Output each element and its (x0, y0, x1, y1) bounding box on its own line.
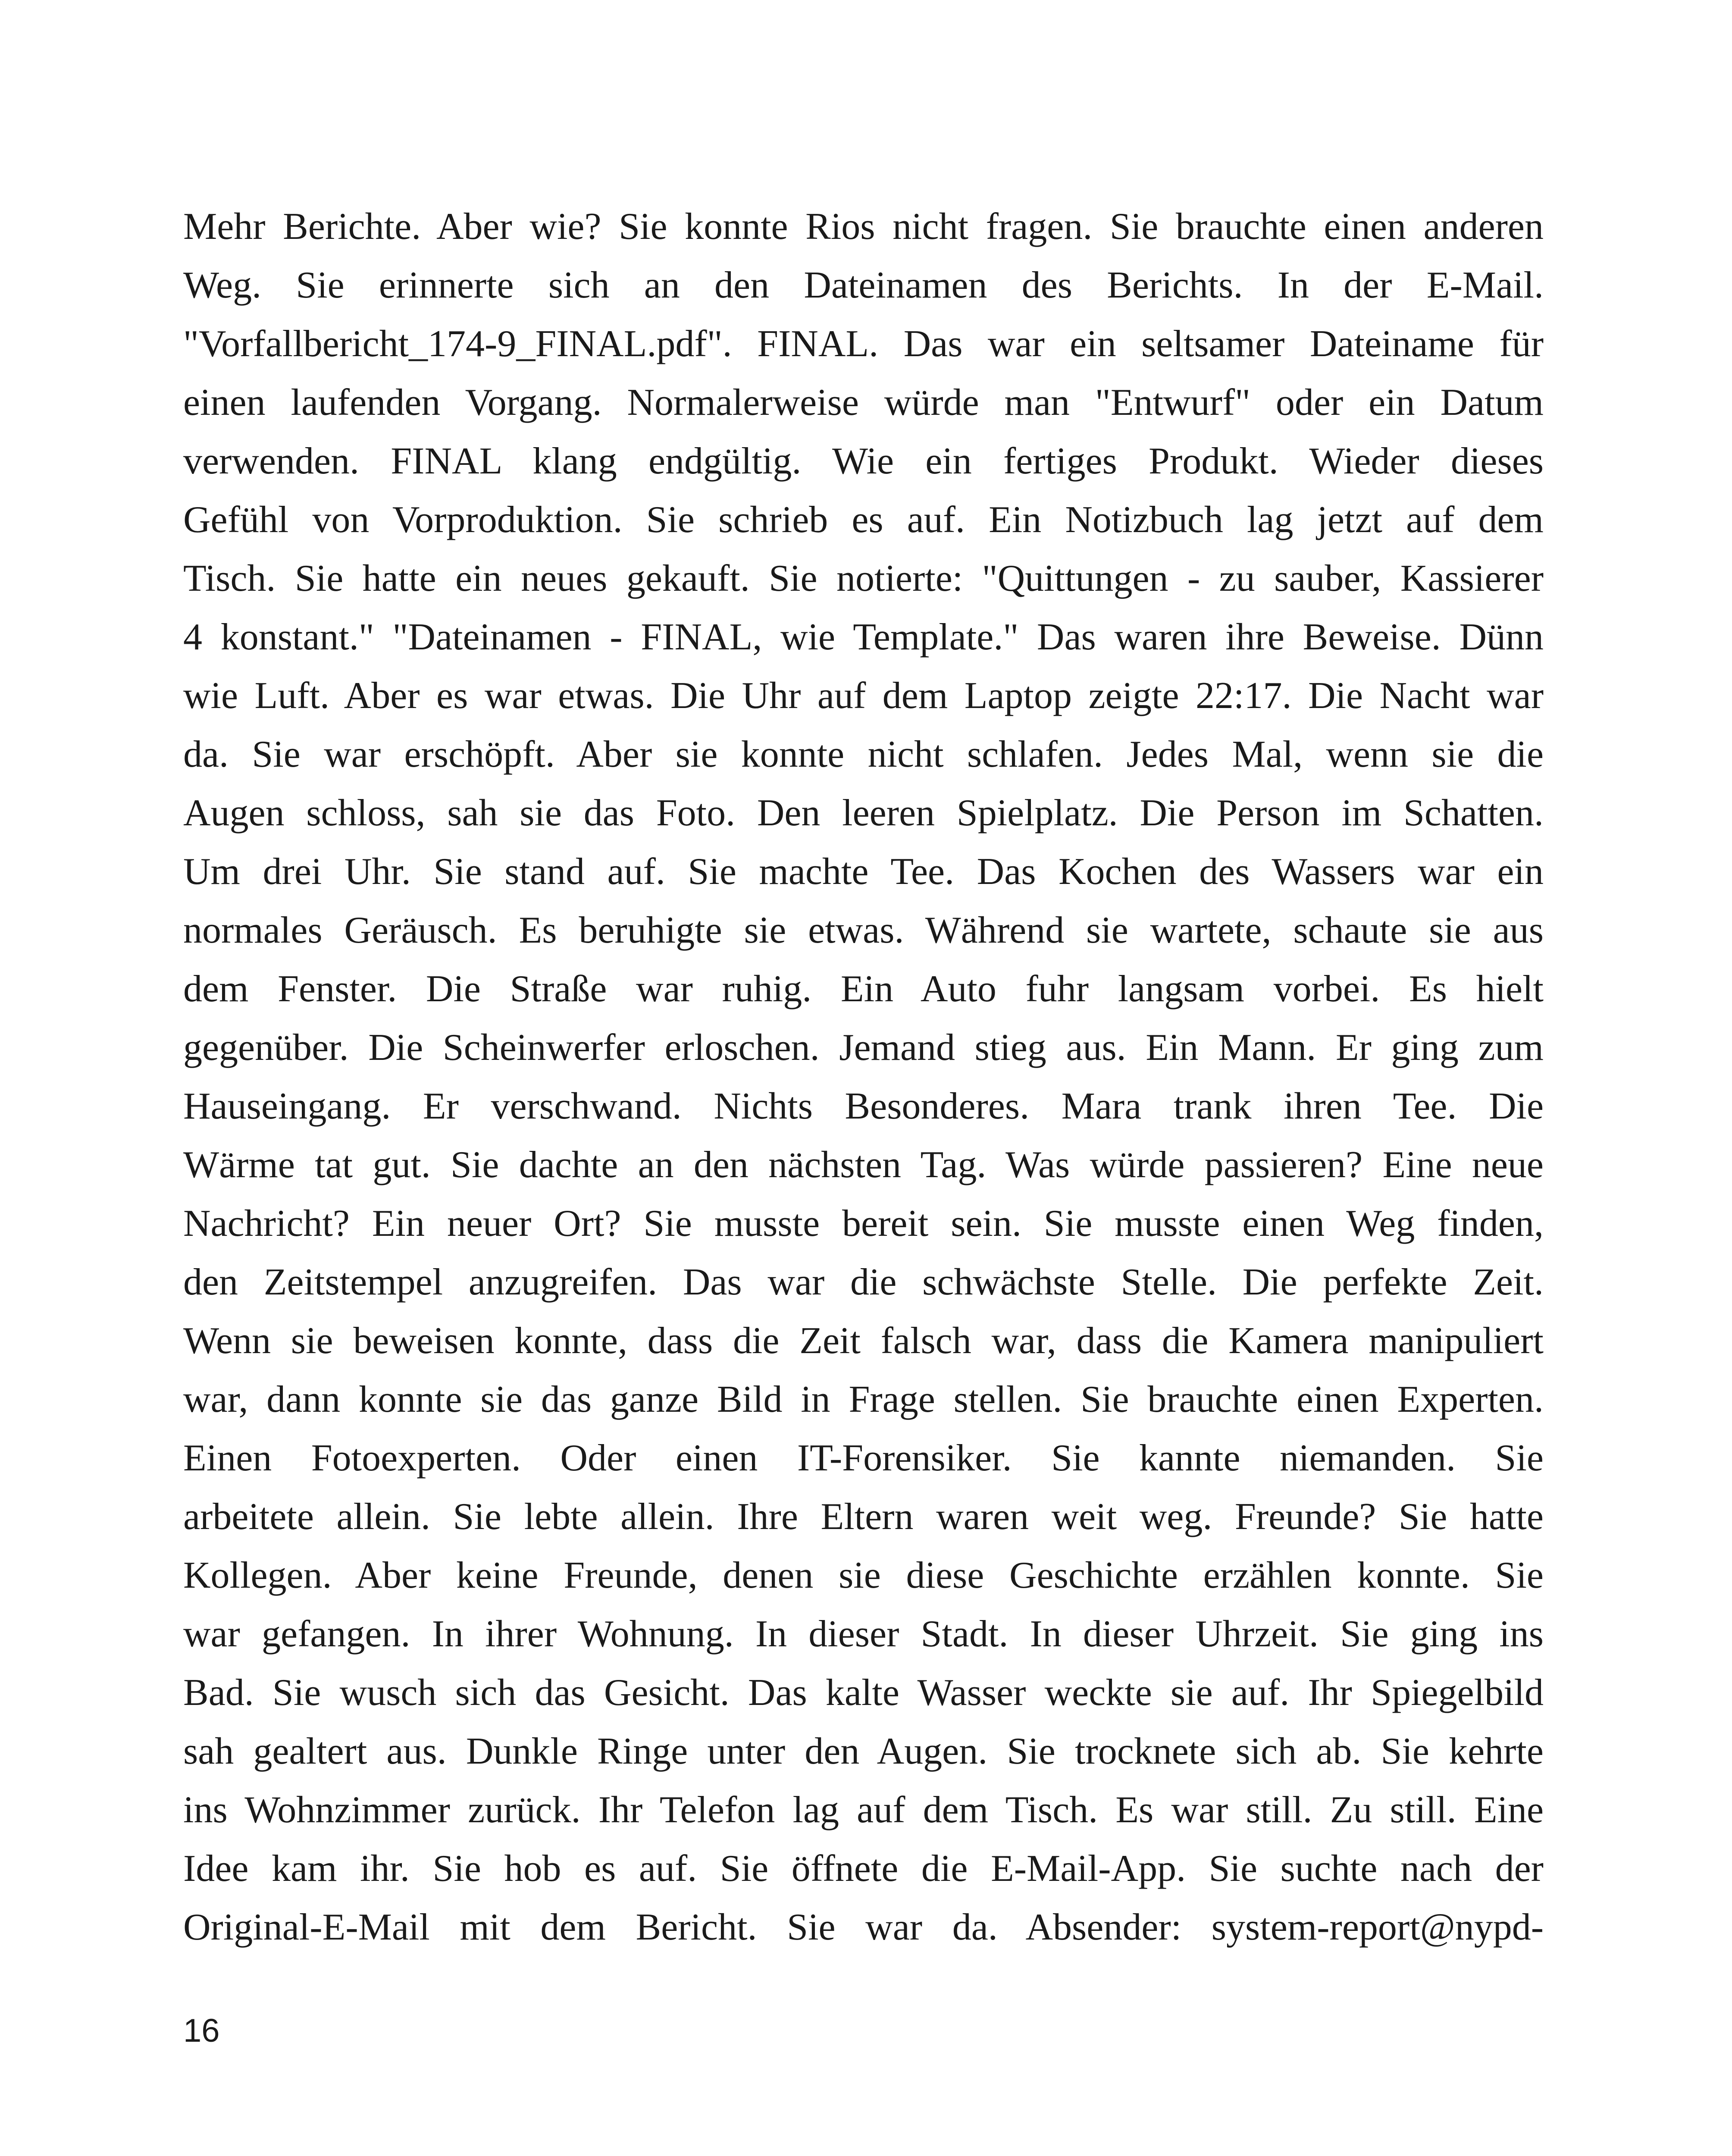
text-line: da. Sie war erschöpft. Aber sie konnte nicht schlafen. Jedes Mal, wenn sie die (183, 733, 1544, 775)
text-line: war gefangen. In ihrer Wohnung. In dieser Stadt. In dieser Uhrzeit. Sie ging ins (183, 1613, 1544, 1655)
text-line: ins Wohnzimmer zurück. Ihr Telefon lag auf dem Tisch. Es war still. Zu still. Eine (183, 1789, 1544, 1831)
text-line: einen laufenden Vorgang. Normalerweise würde man "Entwurf" oder ein Datum (183, 382, 1544, 423)
text-line: Idee kam ihr. Sie hob es auf. Sie öffnete die E-Mail-App. Sie suchte nach der (183, 1848, 1544, 1890)
text-line: Tisch. Sie hatte ein neues gekauft. Sie notierte: "Quittungen - zu sauber, Kassierer (183, 558, 1544, 599)
text-line: dem Fenster. Die Straße war ruhig. Ein Auto fuhr langsam vorbei. Es hielt (183, 968, 1544, 1010)
text-line: 4 konstant." "Dateinamen - FINAL, wie Template." Das waren ihre Beweise. Dünn (183, 616, 1544, 658)
text-line: Mehr Berichte. Aber wie? Sie konnte Rios nicht fragen. Sie brauchte einen anderen (183, 206, 1544, 248)
text-line: Original-E-Mail mit dem Bericht. Sie war da. Absender: system-report@nypd- (183, 1906, 1544, 1948)
text-line: Einen Fotoexperten. Oder einen IT-Forensiker. Sie kannte niemanden. Sie (183, 1437, 1544, 1479)
text-line: Weg. Sie erinnerte sich an den Dateinamen des Berichts. In der E-Mail. (183, 264, 1544, 306)
text-line: Wenn sie beweisen konnte, dass die Zeit falsch war, dass die Kamera manipuliert (183, 1320, 1544, 1362)
text-line: Kollegen. Aber keine Freunde, denen sie diese Geschichte erzählen konnte. Sie (183, 1554, 1544, 1596)
text-line: "Vorfallbericht_174-9_FINAL.pdf". FINAL. Das war ein seltsamer Dateiname für (183, 323, 1544, 365)
text-line: Bad. Sie wusch sich das Gesicht. Das kalte Wasser weckte sie auf. Ihr Spiegelbild (183, 1672, 1544, 1714)
text-line: Gefühl von Vorproduktion. Sie schrieb es auf. Ein Notizbuch lag jetzt auf dem (183, 499, 1544, 541)
body-text (183, 197, 1544, 1957)
text-line: arbeitete allein. Sie lebte allein. Ihre Eltern waren weit weg. Freunde? Sie hatte (183, 1496, 1544, 1538)
text-line: Augen schloss, sah sie das Foto. Den leeren Spielplatz. Die Person im Schatten. (183, 792, 1544, 834)
text-line: gegenüber. Die Scheinwerfer erloschen. Jemand stieg aus. Ein Mann. Er ging zum (183, 1027, 1544, 1069)
text-line: Um drei Uhr. Sie stand auf. Sie machte Tee. Das Kochen des Wassers war ein (183, 851, 1544, 893)
text-line: normales Geräusch. Es beruhigte sie etwas. Während sie wartete, schaute sie aus (183, 909, 1544, 951)
text-line: sah gealtert aus. Dunkle Ringe unter den Augen. Sie trocknete sich ab. Sie kehrte (183, 1730, 1544, 1772)
text-line: Nachricht? Ein neuer Ort? Sie musste bereit sein. Sie musste einen Weg finden, (183, 1203, 1544, 1244)
text-line: wie Luft. Aber es war etwas. Die Uhr auf dem Laptop zeigte 22:17. Die Nacht war (183, 675, 1544, 717)
page-number: 16 (183, 2012, 220, 2049)
text-line: verwenden. FINAL klang endgültig. Wie ein fertiges Produkt. Wieder dieses (183, 440, 1544, 482)
text-line: Wärme tat gut. Sie dachte an den nächsten Tag. Was würde passieren? Eine neue (183, 1144, 1544, 1186)
text-line: war, dann konnte sie das ganze Bild in Frage stellen. Sie brauchte einen Experten. (183, 1379, 1544, 1420)
text-line: den Zeitstempel anzugreifen. Das war die schwächste Stelle. Die perfekte Zeit. (183, 1261, 1544, 1303)
text-line: Hauseingang. Er verschwand. Nichts Besonderes. Mara trank ihren Tee. Die (183, 1085, 1544, 1127)
